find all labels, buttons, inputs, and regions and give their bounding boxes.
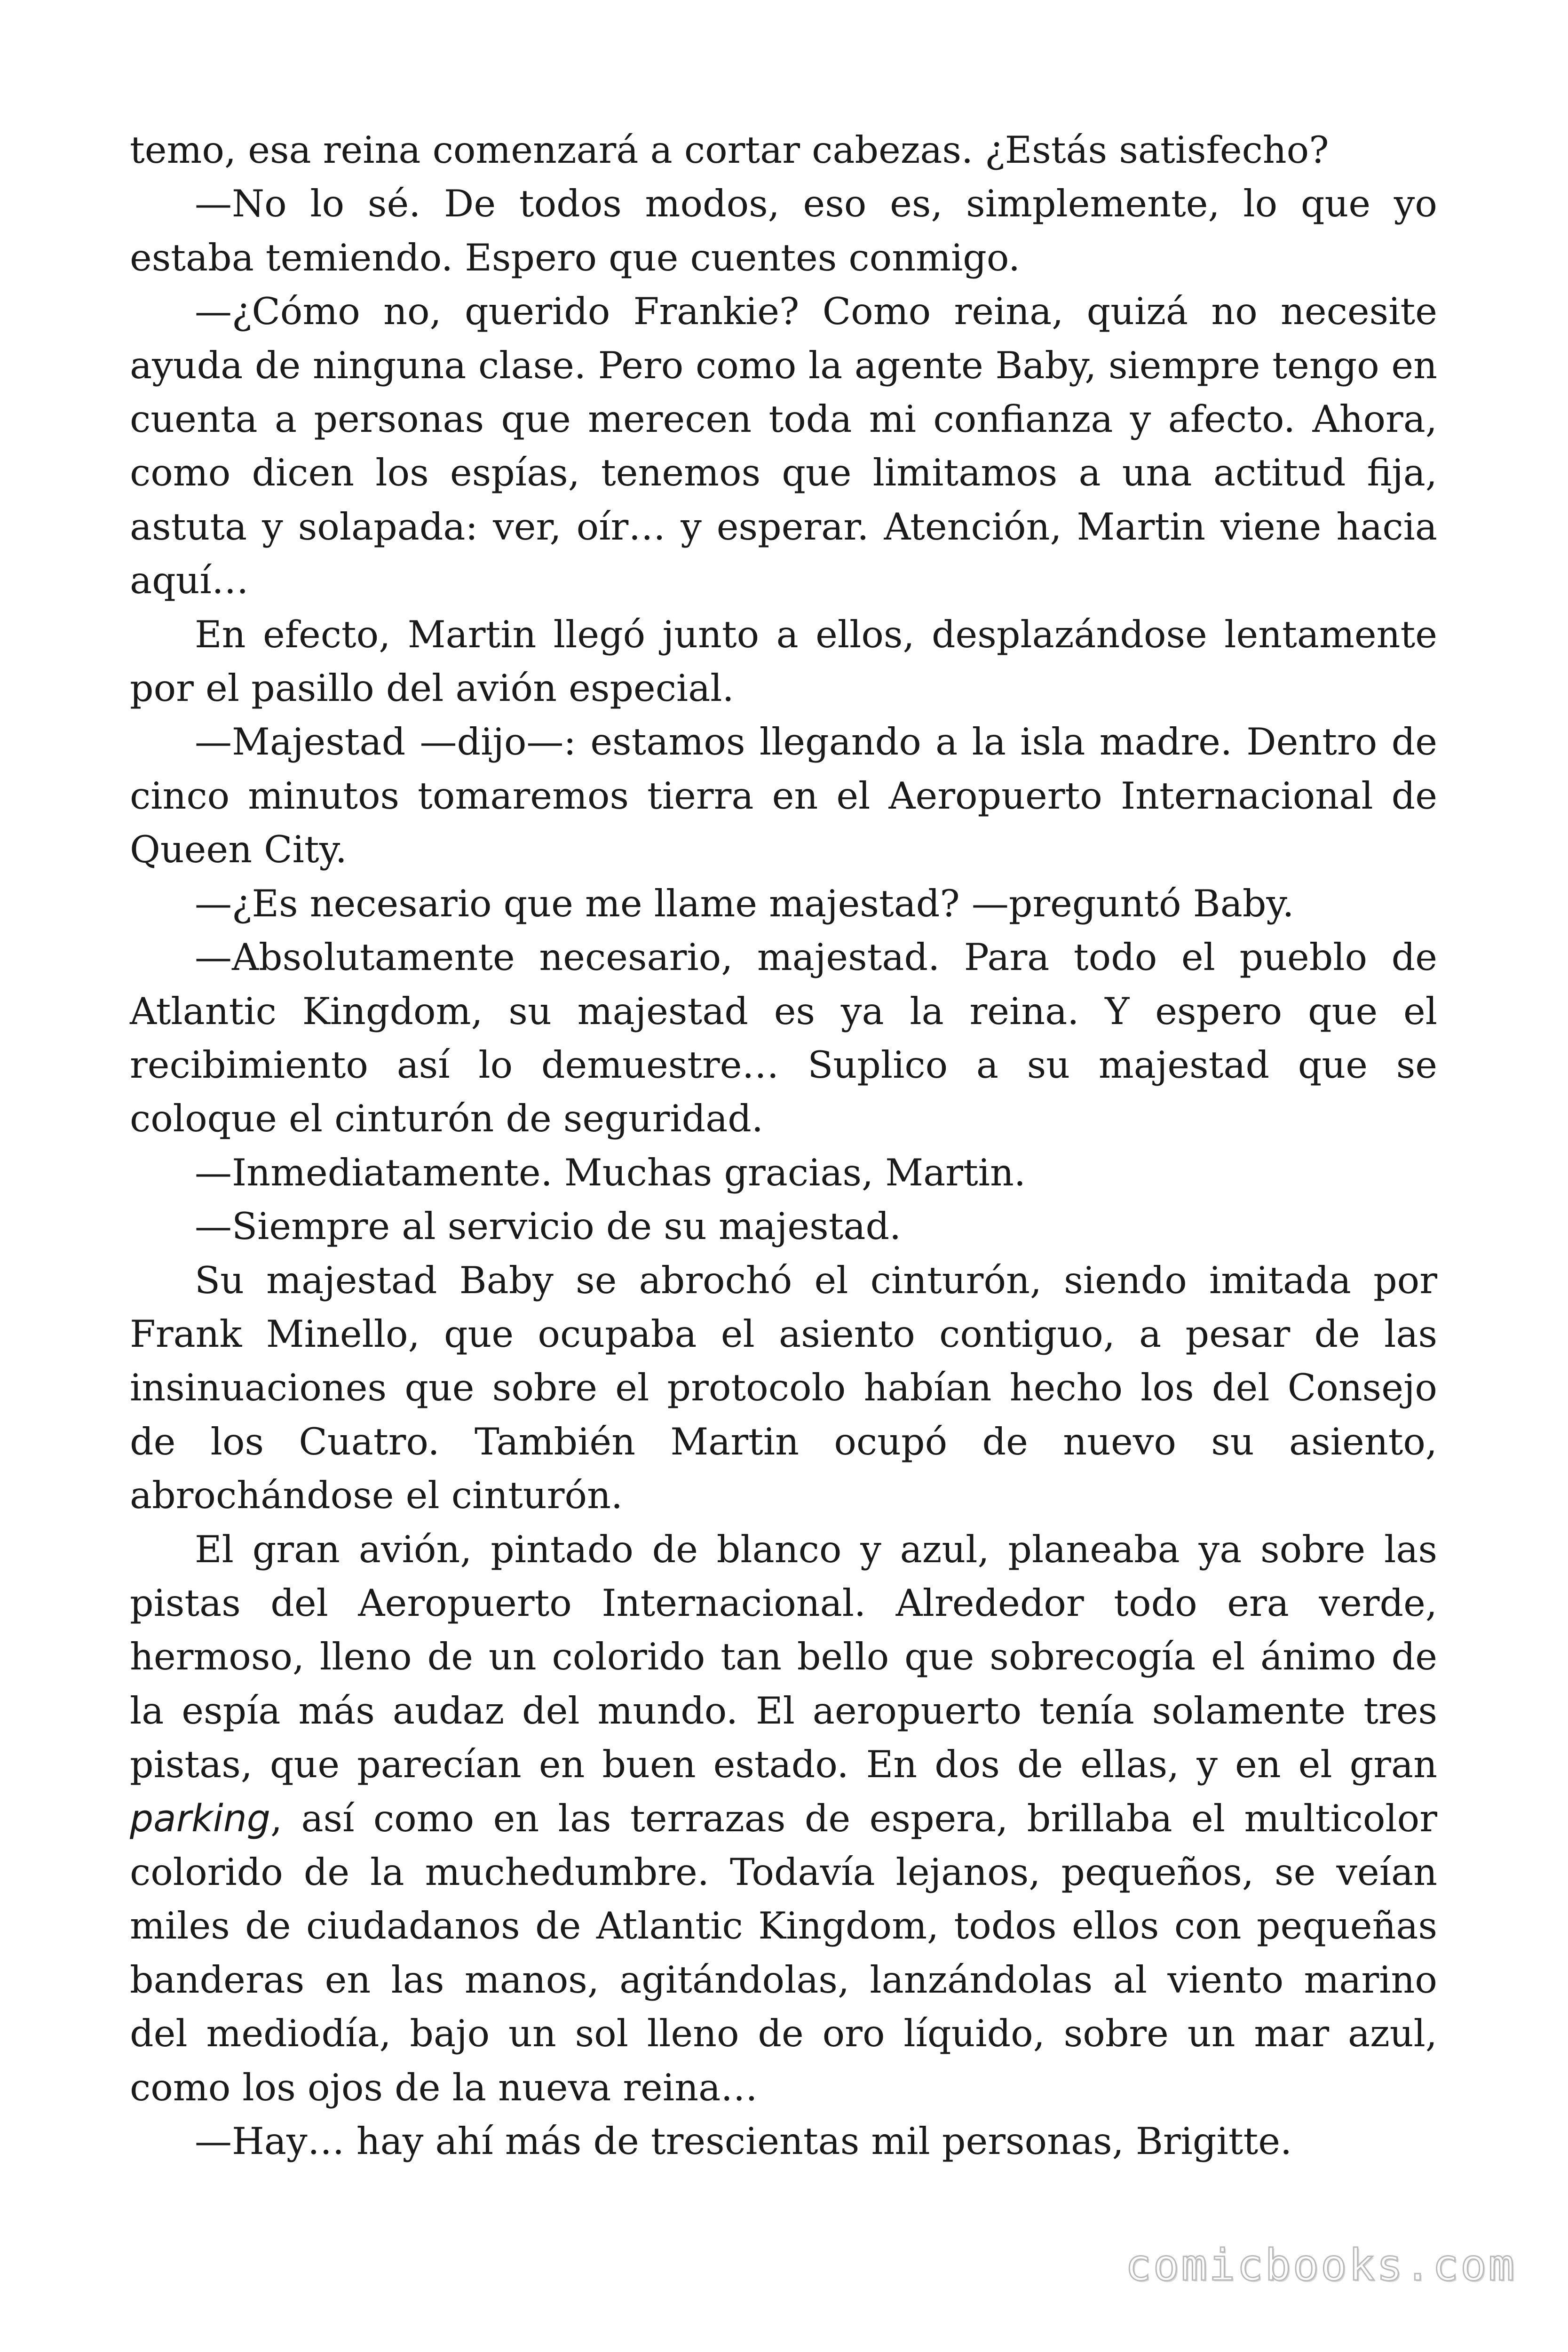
paragraph-11: [130, 1523, 1437, 2114]
paragraph-12: —Hay… hay ahí más de trescientas mil personas, Brigitte.: [195, 2120, 1292, 2163]
italic-word: parking: [130, 1796, 270, 1840]
paragraph-2: —No lo sé. De todos modos, eso es, simplemente, lo que yo estaba temiendo. Espero que cuentes conmigo.: [130, 182, 1437, 279]
paragraph-5: —Majestad —dijo—: estamos llegando a la isla madre. Dentro de cinco minutos tomaremos tierra en el Aeropuerto Internacional de Queen City.: [130, 720, 1437, 872]
paragraph-7: —Absolutamente necesario, majestad. Para todo el pueblo de Atlantic Kingdom, su majestad es ya la reina. Y espero que el recibimiento así lo demuestre… Suplico a su majestad que se coloque el cinturón de seguridad.: [130, 936, 1437, 1141]
page-text: [130, 123, 1437, 2168]
paragraph-4: En efecto, Martin llegó junto a ellos, desplazándose lentamente por el pasillo del avión especial.: [130, 612, 1437, 710]
paragraph-6: —¿Es necesario que me llame majestad? —preguntó Baby.: [195, 882, 1294, 925]
watermark: comicbooks.com: [1125, 2240, 1516, 2290]
paragraph-8: —Inmediatamente. Muchas gracias, Martin.: [195, 1151, 1026, 1194]
paragraph-10: Su majestad Baby se abrochó el cinturón, siendo imitada por Frank Minello, que ocupaba el asiento contiguo, a pesar de las insinuaciones que sobre el protocolo habían hecho los del Consejo de los Cuatro. También Martin ocupó de nuevo su asiento, abrochándose el cinturón.: [130, 1258, 1437, 1518]
paragraph-9: —Siempre al servicio de su majestad.: [195, 1205, 902, 1248]
paragraph-1: temo, esa reina comenzará a cortar cabezas. ¿Estás satisfecho?: [130, 128, 1329, 172]
paragraph-11-end: , así como en las terrazas de espera, brillaba el multicolor colorido de la muchedumbre. Todavía lejanos, pequeños, se veían miles de ciudadanos de Atlantic Kingdom, todos ellos con pequeñas banderas en las manos, agitándolas, lanzándolas al viento marino del mediodía, bajo un sol lleno de oro líquido, sobre un mar azul, como los ojos de la nueva reina…: [130, 1796, 1437, 2109]
paragraph-11-start: El gran avión, pintado de blanco y azul, planeaba ya sobre las pistas del Aeropuerto Internacional. Alrededor todo era verde, hermoso, lleno de un colorido tan bello que sobrecogía el ánimo de la espía más audaz del mundo. El aeropuerto tenía solamente tres pistas, que parecían en buen estado. En dos de ellas, y en el gran: [130, 1527, 1437, 1787]
paragraph-3: —¿Cómo no, querido Frankie? Como reina, quizá no necesite ayuda de ninguna clase. Pero como la agente Baby, siempre tengo en cuenta a personas que merecen toda mi confianza y afecto. Ahora, como dicen los espías, tenemos que limitamos a una actitud fija, astuta y solapada: ver, oír… y esperar. Atención, Martin viene hacia aquí…: [130, 290, 1437, 603]
